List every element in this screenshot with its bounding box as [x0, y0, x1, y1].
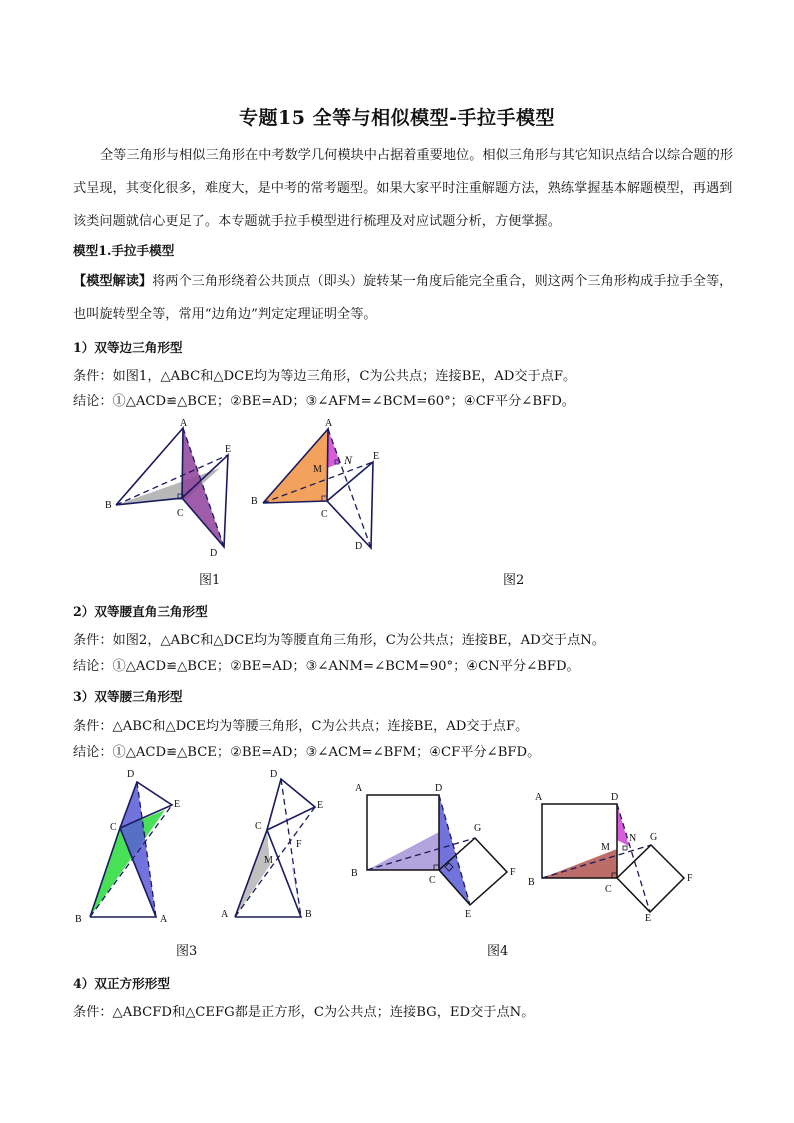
figure-2 [245, 416, 395, 556]
fig3a-label-e: E [174, 799, 181, 810]
case2-heading: 2）双等腰直角三角形型 [73, 604, 208, 619]
fig4b-label-g: G [650, 832, 658, 843]
fig4b-label-c: C [605, 884, 612, 895]
fig2-label-e: E [373, 451, 380, 462]
fig4b-label-d: D [611, 792, 619, 803]
figure-3b [215, 765, 335, 925]
fig1-label-e: E [225, 444, 232, 455]
caption-fig1: 图1 [199, 573, 221, 588]
fig2-label-a: A [325, 418, 333, 429]
fig3b-label-d: D [270, 769, 278, 780]
case3-condition: 条件：△ABC和△DCE均为等腰三角形，C为公共点；连接BE，AD交于点F。 [73, 719, 529, 734]
fig3b-label-m: M [264, 855, 273, 866]
figure-1 [100, 416, 250, 559]
fig4a-label-g: G [474, 823, 482, 834]
fig2-label-n: N [344, 453, 353, 467]
fig2-label-m: M [313, 464, 322, 475]
fig4a-label-e: E [465, 909, 472, 920]
model-heading: 模型1.手拉手模型 [73, 243, 175, 258]
intro-paragraph: 全等三角形与相似三角形在中考数学几何模块中占据着重要地位。相似三角形与其它知识点结合以综合题的形式呈现，其变化很多，难度大，是中考的常考题型。如果大家平时注重解题方法，熟练掌握基本解题模型，再遇到该类问题就信心更足了。本专题就手拉手模型进行梳理及对应试题分析，方便掌握。 [73, 148, 733, 229]
fig4b-label-f: F [687, 873, 693, 884]
fig4b-label-a: A [535, 792, 543, 803]
case3-heading: 3）双等腰三角形型 [73, 689, 183, 704]
caption-fig2: 图2 [503, 573, 525, 588]
fig4b-label-n: N [629, 833, 637, 844]
caption-fig4: 图4 [487, 944, 509, 959]
model-explanation [73, 265, 733, 331]
fig3b-label-b: B [305, 909, 312, 920]
case3-conclusion: 结论：①△ACD≌△BCE；②BE=AD；③∠ACM=∠BFM；④CF平分∠BFD。 [73, 745, 541, 760]
fig1-label-a: A [180, 418, 188, 429]
fig4b-label-e: E [645, 913, 652, 924]
fig3a-label-d: D [127, 769, 135, 780]
fig2-label-c: C [321, 509, 328, 520]
fig4a-label-c: C [429, 875, 436, 886]
case1-heading: 1）双等边三角形型 [73, 340, 183, 355]
fig3a-label-a: A [160, 914, 168, 925]
fig2-shaded-magenta [327, 429, 340, 468]
case4-condition: 条件：△ABCFD和△CEFG都是正方形，C为公共点；连接BG，ED交于点N。 [73, 1005, 535, 1020]
figure-4a [345, 775, 525, 920]
fig2-label-b: B [251, 496, 258, 507]
fig1-label-b: B [105, 500, 112, 511]
case1-condition: 条件：如图1，△ABC和△DCE均为等边三角形，C为公共点；连接BE，AD交于点F。 [73, 369, 577, 384]
fig3a-label-c: C [110, 822, 117, 833]
fig4b-label-m: M [601, 842, 610, 853]
fig3b-label-e: E [317, 800, 324, 811]
page-title: 专题15 全等与相似模型-手拉手模型 [239, 107, 555, 129]
fig1-label-c: C [177, 508, 184, 519]
fig4b-shaded-brown [542, 849, 617, 878]
case4-heading: 4）双正方形形型 [73, 976, 170, 991]
figure-4b [525, 775, 705, 924]
fig2-label-d: D [355, 541, 363, 552]
case2-condition: 条件：如图2，△ABC和△DCE均为等腰直角三角形，C为公共点；连接BE，AD交于点N。 [73, 633, 605, 648]
fig4a-shaded-lavender [367, 832, 439, 870]
caption-fig3: 图3 [176, 944, 198, 959]
case2-conclusion: 结论：①△ACD≌△BCE；②BE=AD；③∠ANM=∠BCM=90°；④CN平分∠BFD。 [73, 659, 580, 674]
fig4a-label-b: B [351, 868, 358, 879]
fig3b-label-a: A [221, 909, 229, 920]
explain-text: 将两个三角形绕着公共顶点（即头）旋转某一角度后能完全重合，则这两个三角形构成手拉手全等，也叫旋转型全等，常用“边角边”判定定理证明全等。 [73, 274, 733, 322]
case1-conclusion: 结论：①△ACD≌△BCE；②BE=AD；③∠AFM=∠BCM=60°；④CF平分∠BFD。 [73, 394, 575, 409]
fig4a-label-d: D [435, 783, 443, 794]
explain-label: 【模型解读】 [73, 274, 153, 289]
fig1-label-d: D [210, 548, 218, 559]
figure-3a [70, 765, 190, 925]
fig3a-label-b: B [75, 914, 82, 925]
fig3b-label-f: F [296, 839, 302, 850]
fig4b-label-b: B [528, 877, 535, 888]
fig4a-label-f: F [510, 867, 516, 878]
fig3b-label-c: C [255, 821, 262, 832]
fig4a-label-a: A [355, 783, 363, 794]
